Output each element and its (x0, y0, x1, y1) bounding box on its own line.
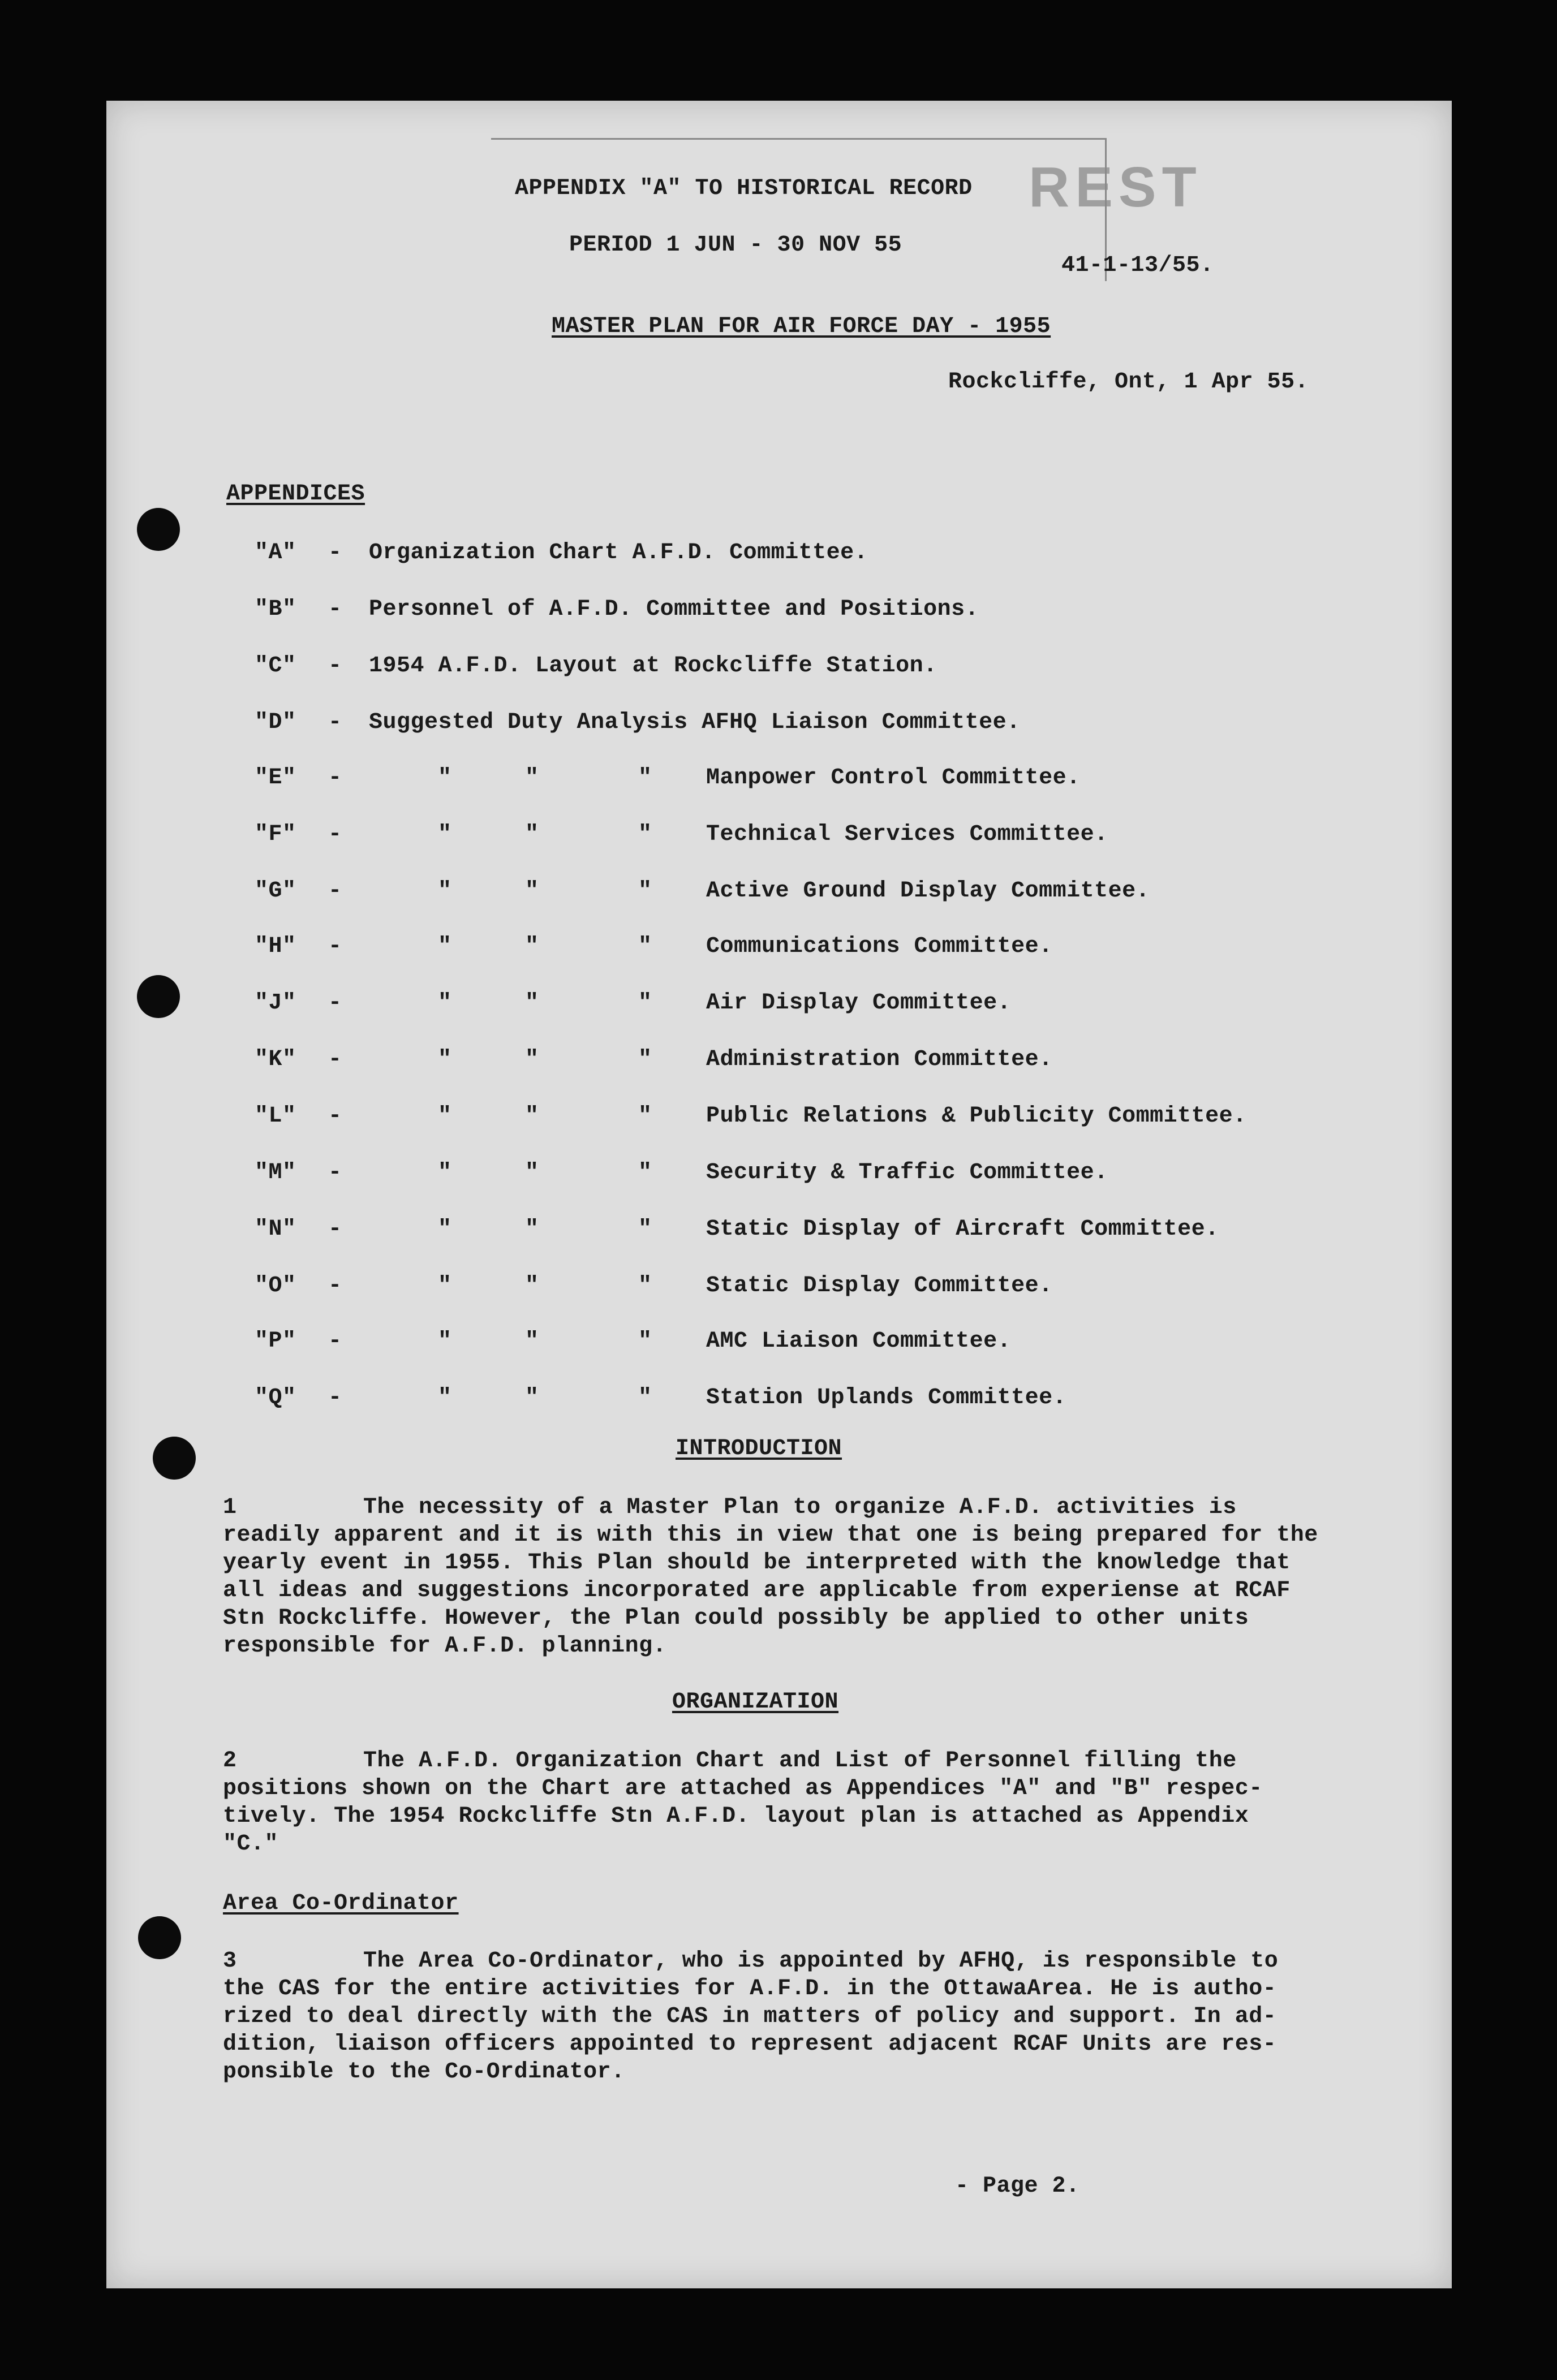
appendix-text: Suggested Duty Analysis AFHQ Liaison Committee. (369, 710, 1021, 735)
organization-heading: ORGANIZATION (672, 1689, 839, 1715)
ditto-mark: " (525, 1103, 539, 1129)
appendix-dash: - (328, 1385, 342, 1411)
appendix-letter: "L" (255, 1103, 296, 1129)
appendix-text: 1954 A.F.D. Layout at Rockcliffe Station. (369, 653, 937, 679)
ditto-mark: " (438, 934, 452, 959)
appendix-dash: - (328, 1217, 342, 1242)
appendix-text: Security & Traffic Committee. (706, 1160, 1108, 1185)
appendix-dash: - (328, 653, 342, 679)
ditto-mark: " (525, 1047, 539, 1072)
paragraph-number: 1 (223, 1495, 237, 1520)
appendix-text: Communications Committee. (706, 934, 1053, 959)
appendix-dash: - (328, 1329, 342, 1354)
ditto-mark: " (638, 1217, 652, 1242)
ditto-mark: " (438, 822, 452, 847)
punch-hole (137, 975, 180, 1018)
appendix-text: Static Display of Aircraft Committee. (706, 1217, 1219, 1242)
ditto-mark: " (525, 765, 539, 791)
appendix-letter: "E" (255, 765, 296, 791)
period-line: PERIOD 1 JUN - 30 NOV 55 (569, 232, 902, 258)
appendix-text: Static Display Committee. (706, 1273, 1053, 1299)
punch-hole (138, 1916, 181, 1959)
appendix-letter: "F" (255, 822, 296, 847)
paragraph-line: all ideas and suggestions incorporated are applicable from experiense at RCAF (223, 1578, 1291, 1603)
paragraph-number: 3 (223, 1948, 237, 1974)
paragraph-line: responsible for A.F.D. planning. (223, 1633, 667, 1659)
ditto-mark: " (438, 878, 452, 904)
appendix-letter: "H" (255, 934, 296, 959)
ditto-mark: " (525, 934, 539, 959)
appendix-text: Technical Services Committee. (706, 822, 1108, 847)
paragraph-line: The Area Co-Ordinator, who is appointed by AFHQ, is responsible to (363, 1948, 1279, 1974)
ditto-mark: " (438, 1103, 452, 1129)
appendix-dash: - (328, 710, 342, 735)
ditto-mark: " (438, 765, 452, 791)
ditto-mark: " (438, 1160, 452, 1185)
document-page (106, 101, 1452, 2288)
appendix-dash: - (328, 878, 342, 904)
appendix-letter: "B" (255, 597, 296, 622)
ditto-mark: " (438, 990, 452, 1016)
appendix-dash: - (328, 1273, 342, 1299)
paragraph-line: The A.F.D. Organization Chart and List of Personnel filling the (363, 1748, 1237, 1774)
ditto-mark: " (525, 1160, 539, 1185)
punch-hole (137, 508, 180, 551)
header-box (491, 138, 1107, 281)
ditto-mark: " (438, 1329, 452, 1354)
paragraph-line: readily apparent and it is with this in view that one is being prepared for the (223, 1523, 1318, 1548)
paragraph-line: dition, liaison officers appointed to represent adjacent RCAF Units are res- (223, 2032, 1277, 2057)
paragraph-line: "C." (223, 1831, 279, 1857)
document-title: MASTER PLAN FOR AIR FORCE DAY - 1955 (552, 314, 1051, 339)
appendix-letter: "D" (255, 710, 296, 735)
ditto-mark: " (525, 1273, 539, 1299)
ditto-mark: " (638, 765, 652, 791)
appendix-text: Organization Chart A.F.D. Committee. (369, 540, 868, 566)
appendix-text: Station Uplands Committee. (706, 1385, 1067, 1411)
ditto-mark: " (525, 990, 539, 1016)
appendix-letter: "C" (255, 653, 296, 679)
appendix-line: APPENDIX "A" TO HISTORICAL RECORD (515, 176, 973, 201)
paragraph-line: tively. The 1954 Rockcliffe Stn A.F.D. layout plan is attached as Appendix (223, 1804, 1249, 1829)
appendix-letter: "O" (255, 1273, 296, 1299)
ditto-mark: " (525, 878, 539, 904)
introduction-heading: INTRODUCTION (676, 1436, 842, 1461)
appendix-text: Personnel of A.F.D. Committee and Positions. (369, 597, 979, 622)
ditto-mark: " (638, 1385, 652, 1411)
appendix-letter: "P" (255, 1329, 296, 1354)
restricted-stamp: REST (1029, 156, 1202, 219)
ditto-mark: " (638, 1047, 652, 1072)
ditto-mark: " (525, 1385, 539, 1411)
ditto-mark: " (638, 1329, 652, 1354)
ditto-mark: " (638, 934, 652, 959)
appendix-letter: "N" (255, 1217, 296, 1242)
appendix-letter: "Q" (255, 1385, 296, 1411)
appendix-text: Air Display Committee. (706, 990, 1012, 1016)
appendix-dash: - (328, 597, 342, 622)
appendix-dash: - (328, 822, 342, 847)
ditto-mark: " (438, 1047, 452, 1072)
appendix-dash: - (328, 990, 342, 1016)
appendix-text: Public Relations & Publicity Committee. (706, 1103, 1247, 1129)
appendix-letter: "M" (255, 1160, 296, 1185)
ditto-mark: " (525, 822, 539, 847)
ditto-mark: " (638, 990, 652, 1016)
ditto-mark: " (638, 1103, 652, 1129)
paragraph-line: yearly event in 1955. This Plan should be interpreted with the knowledge that (223, 1550, 1291, 1576)
ditto-mark: " (438, 1385, 452, 1411)
ditto-mark: " (638, 1160, 652, 1185)
area-coordinator-heading: Area Co-Ordinator (223, 1891, 459, 1916)
file-reference: 41-1-13/55. (1061, 253, 1214, 278)
ditto-mark: " (525, 1217, 539, 1242)
ditto-mark: " (638, 878, 652, 904)
paragraph-number: 2 (223, 1748, 237, 1774)
appendix-text: AMC Liaison Committee. (706, 1329, 1012, 1354)
appendix-dash: - (328, 934, 342, 959)
appendix-text: Administration Committee. (706, 1047, 1053, 1072)
ditto-mark: " (438, 1273, 452, 1299)
punch-hole (153, 1437, 196, 1480)
appendix-letter: "J" (255, 990, 296, 1016)
appendix-dash: - (328, 540, 342, 566)
appendices-heading: APPENDICES (226, 481, 365, 507)
appendix-dash: - (328, 1047, 342, 1072)
ditto-mark: " (638, 1273, 652, 1299)
ditto-mark: " (438, 1217, 452, 1242)
paragraph-line: rized to deal directly with the CAS in matters of policy and support. In ad- (223, 2004, 1277, 2029)
appendix-text: Active Ground Display Committee. (706, 878, 1150, 904)
appendix-text: Manpower Control Committee. (706, 765, 1081, 791)
appendix-dash: - (328, 1160, 342, 1185)
ditto-mark: " (638, 822, 652, 847)
paragraph-line: positions shown on the Chart are attached as Appendices "A" and "B" respec- (223, 1776, 1263, 1801)
page-reference: - Page 2. (955, 2174, 1080, 2199)
paragraph-line: Stn Rockcliffe. However, the Plan could possibly be applied to other units (223, 1606, 1249, 1631)
appendix-dash: - (328, 765, 342, 791)
appendix-letter: "K" (255, 1047, 296, 1072)
appendix-dash: - (328, 1103, 342, 1129)
paragraph-line: ponsible to the Co-Ordinator. (223, 2059, 625, 2085)
ditto-mark: " (525, 1329, 539, 1354)
appendix-letter: "A" (255, 540, 296, 566)
place-date: Rockcliffe, Ont, 1 Apr 55. (948, 369, 1309, 395)
appendix-letter: "G" (255, 878, 296, 904)
paragraph-line: the CAS for the entire activities for A.F.D. in the OttawaArea. He is autho- (223, 1976, 1277, 2002)
paragraph-line: The necessity of a Master Plan to organize A.F.D. activities is (363, 1495, 1237, 1520)
